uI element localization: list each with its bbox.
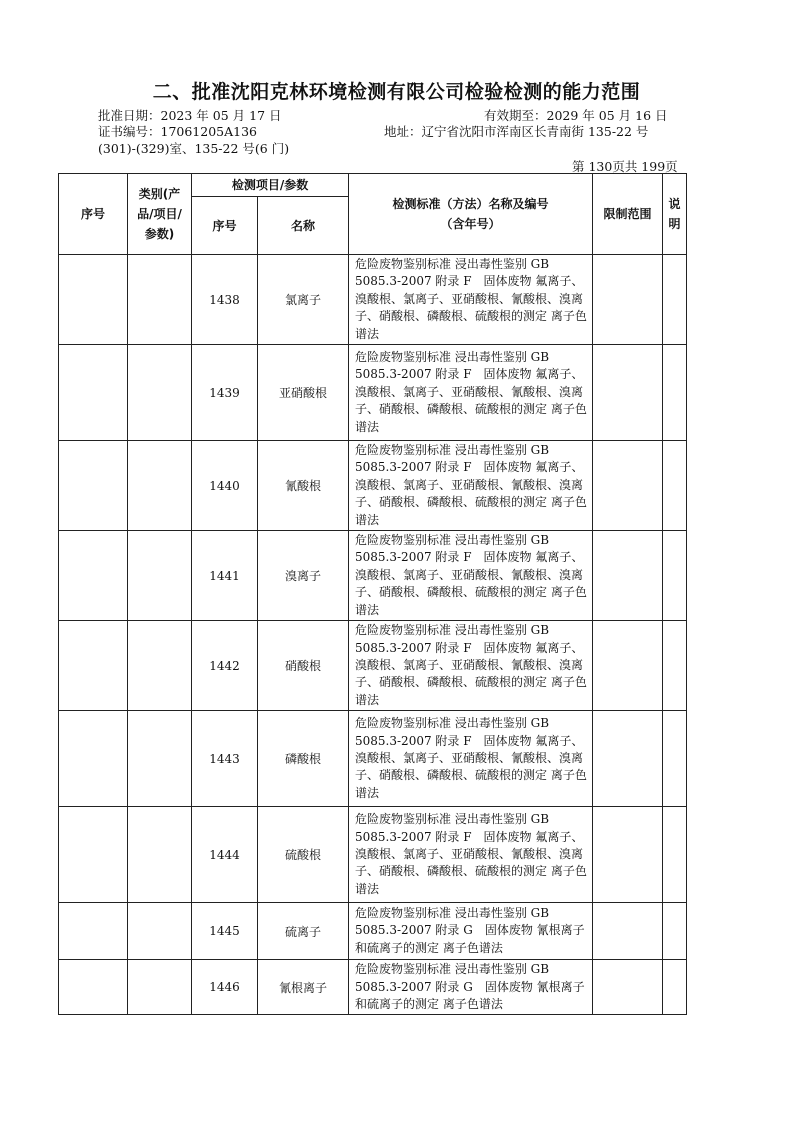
row-standard: 危险废物鉴别标准 浸出毒性鉴别 GB 5085.3-2007 附录 F 固体废物 氟离子、溴酸根、氯离子、亚硝酸根、氰酸根、溴离子、硝酸根、磷酸根、硫酸根的测定 离子色谱法 <box>349 345 593 441</box>
address-continued: (301)-(329)室、135-22 号(6 门) <box>98 141 290 156</box>
header-standard: 检测标准（方法）名称及编号（含年号） <box>349 174 593 255</box>
row-number: 1439 <box>192 345 258 441</box>
row-name: 硫酸根 <box>258 807 349 903</box>
row-name: 硝酸根 <box>258 621 349 711</box>
row-name: 硫离子 <box>258 903 349 960</box>
table-row <box>59 960 687 1015</box>
header-name: 名称 <box>258 197 349 255</box>
approval-date: 批准日期：2023 年 05 月 17 日 <box>98 108 282 123</box>
valid-until: 有效期至：2029 年 05 月 16 日 <box>484 108 668 123</box>
row-number: 1446 <box>192 960 258 1015</box>
table-row <box>59 711 687 807</box>
row-number: 1445 <box>192 903 258 960</box>
row-name: 亚硝酸根 <box>258 345 349 441</box>
header-sub-seq: 序号 <box>192 197 258 255</box>
row-standard: 危险废物鉴别标准 浸出毒性鉴别 GB 5085.3-2007 附录 G 固体废物 氰根离子和硫离子的测定 离子色谱法 <box>349 960 593 1015</box>
row-standard: 危险废物鉴别标准 浸出毒性鉴别 GB 5085.3-2007 附录 F 固体废物 氟离子、溴酸根、氯离子、亚硝酸根、氰酸根、溴离子、硝酸根、磷酸根、硫酸根的测定 离子色谱法 <box>349 255 593 345</box>
row-number: 1441 <box>192 531 258 621</box>
table-row <box>59 441 687 531</box>
row-number: 1443 <box>192 711 258 807</box>
certificate-number: 证书编号：17061205A136 <box>98 124 258 139</box>
table-row <box>59 531 687 621</box>
row-number: 1438 <box>192 255 258 345</box>
row-name: 氰酸根 <box>258 441 349 531</box>
address: 地址：辽宁省沈阳市浑南区长青南街 135-22 号 <box>384 124 649 139</box>
header-limit: 限制范围 <box>593 174 663 255</box>
table-row <box>59 807 687 903</box>
page-title: 二、批准沈阳克林环境检测有限公司检验检测的能力范围 <box>152 81 641 103</box>
row-standard: 危险废物鉴别标准 浸出毒性鉴别 GB 5085.3-2007 附录 G 固体废物 氰根离子和硫离子的测定 离子色谱法 <box>349 903 593 960</box>
row-name: 氯离子 <box>258 255 349 345</box>
table-row <box>59 255 687 345</box>
row-number: 1442 <box>192 621 258 711</box>
row-name: 磷酸根 <box>258 711 349 807</box>
header-category: 类别(产品/项目/参数) <box>128 174 192 255</box>
page-info: 第 130页共 199页 <box>572 159 678 174</box>
capability-table <box>58 173 687 1015</box>
header-test-item: 检测项目/参数 <box>192 174 349 197</box>
table-row <box>59 903 687 960</box>
row-name: 溴离子 <box>258 531 349 621</box>
header-note: 说明 <box>663 174 687 255</box>
row-number: 1444 <box>192 807 258 903</box>
table-row <box>59 345 687 441</box>
row-number: 1440 <box>192 441 258 531</box>
row-name: 氰根离子 <box>258 960 349 1015</box>
table-row <box>59 621 687 711</box>
row-standard: 危险废物鉴别标准 浸出毒性鉴别 GB 5085.3-2007 附录 F 固体废物 氟离子、溴酸根、氯离子、亚硝酸根、氰酸根、溴离子、硝酸根、磷酸根、硫酸根的测定 离子色谱法 <box>349 621 593 711</box>
row-standard: 危险废物鉴别标准 浸出毒性鉴别 GB 5085.3-2007 附录 F 固体废物 氟离子、溴酸根、氯离子、亚硝酸根、氰酸根、溴离子、硝酸根、磷酸根、硫酸根的测定 离子色谱法 <box>349 807 593 903</box>
row-standard: 危险废物鉴别标准 浸出毒性鉴别 GB 5085.3-2007 附录 F 固体废物 氟离子、溴酸根、氯离子、亚硝酸根、氰酸根、溴离子、硝酸根、磷酸根、硫酸根的测定 离子色谱法 <box>349 531 593 621</box>
row-standard: 危险废物鉴别标准 浸出毒性鉴别 GB 5085.3-2007 附录 F 固体废物 氟离子、溴酸根、氯离子、亚硝酸根、氰酸根、溴离子、硝酸根、磷酸根、硫酸根的测定 离子色谱法 <box>349 441 593 531</box>
header-seq: 序号 <box>59 174 128 255</box>
row-standard: 危险废物鉴别标准 浸出毒性鉴别 GB 5085.3-2007 附录 F 固体废物 氟离子、溴酸根、氯离子、亚硝酸根、氰酸根、溴离子、硝酸根、磷酸根、硫酸根的测定 离子色谱法 <box>349 711 593 807</box>
